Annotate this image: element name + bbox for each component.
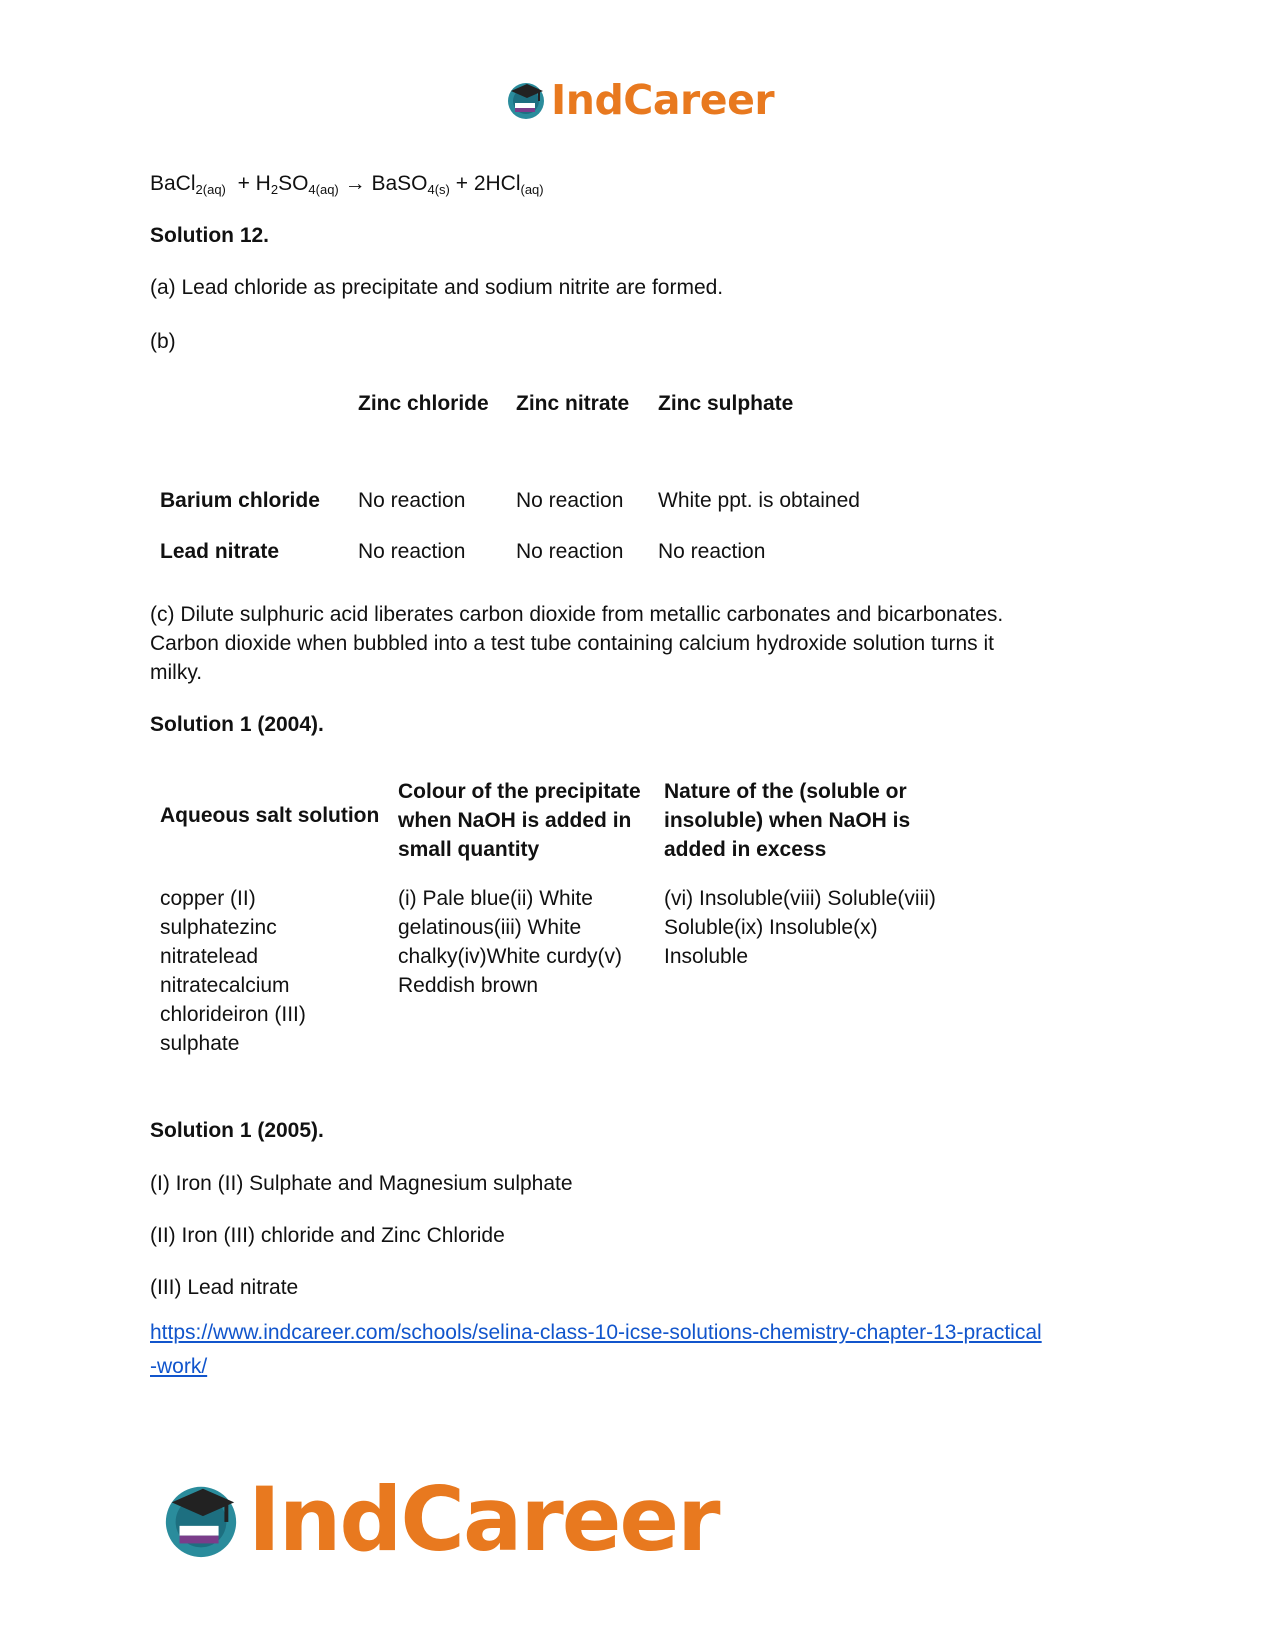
answer-a: (a) Lead chloride as precipitate and sodium nitrite are formed. (150, 276, 724, 299)
table-cell: No reaction (658, 540, 766, 563)
table-cell: Barium chloride (160, 489, 320, 512)
chemical-equation: BaCl$_{2(aq)}$ + $H_2SO_{4(aq)}$ → BaSO$_{4(s)}$ + 2HCl$_{(aq)}$ (150, 172, 544, 197)
logo-text: IndCareer (248, 1468, 719, 1571)
graduation-cap-icon (160, 1479, 242, 1561)
solution-2004-heading: Solution 1 (2004). (150, 713, 324, 736)
source-link-line-2[interactable]: -work/ (150, 1355, 208, 1378)
table-cell: (vi) Insoluble(viii) Soluble(viii) Soluble(ix) Insoluble(x) Insoluble (664, 887, 936, 968)
table-cell: (i) Pale blue(ii) White gelatinous(iii) White chalky(iv)White curdy(v) Reddish brown (398, 887, 623, 997)
solution-2005-heading: Solution 1 (2005). (150, 1119, 324, 1142)
table-row (160, 489, 918, 540)
table-header-row (160, 777, 964, 884)
precipitate-table (160, 777, 964, 1058)
table-header-cell: Aqueous salt solution (160, 804, 380, 827)
answer-c-line-2: Carbon dioxide when bubbled into a test tube containing calcium hydroxide solution turns it (150, 632, 995, 655)
answer-ii: (II) Iron (III) chloride and Zinc Chloride (150, 1224, 505, 1247)
answer-iii: (III) Lead nitrate (150, 1276, 299, 1299)
answer-c-line-1: (c) Dilute sulphuric acid liberates carbon dioxide from metallic carbonates and bicarbonates. (150, 603, 1004, 626)
table-header-cell: Nature of the (soluble or insoluble) when NaOH is added in excess (664, 780, 911, 861)
table-cell: No reaction (358, 540, 466, 563)
table-cell: No reaction (516, 540, 624, 563)
table-header-cell: Zinc chloride (358, 392, 489, 415)
logo-bottom (160, 1468, 719, 1571)
logo-text: IndCareer (551, 76, 775, 124)
table-header-row (160, 392, 918, 489)
table-row (160, 884, 964, 1058)
reaction-table (160, 392, 918, 580)
table-header-cell: Zinc sulphate (658, 392, 794, 415)
source-link-line-1[interactable]: https://www.indcareer.com/schools/selina-class-10-icse-solutions-chemistry-chapter-13-practical (150, 1321, 1042, 1344)
answer-i: (I) Iron (II) Sulphate and Magnesium sulphate (150, 1172, 573, 1195)
table-cell: No reaction (516, 489, 624, 512)
solution-12-heading: Solution 12. (150, 224, 270, 247)
table-header-cell (160, 392, 358, 489)
table-cell: Lead nitrate (160, 540, 280, 563)
answer-c-line-3: milky. (150, 661, 203, 684)
answer-b-label: (b) (150, 330, 176, 353)
logo-top (505, 76, 774, 124)
table-header-cell: Zinc nitrate (516, 392, 630, 415)
table-cell: copper (II) sulphatezinc nitratelead nitratecalcium chlorideiron (III) sulphate (160, 887, 306, 1055)
graduation-cap-icon (505, 79, 547, 121)
table-cell: White ppt. is obtained (658, 489, 860, 512)
table-header-cell: Colour of the precipitate when NaOH is added in small quantity (398, 780, 641, 861)
table-row (160, 540, 918, 580)
table-cell: No reaction (358, 489, 466, 512)
